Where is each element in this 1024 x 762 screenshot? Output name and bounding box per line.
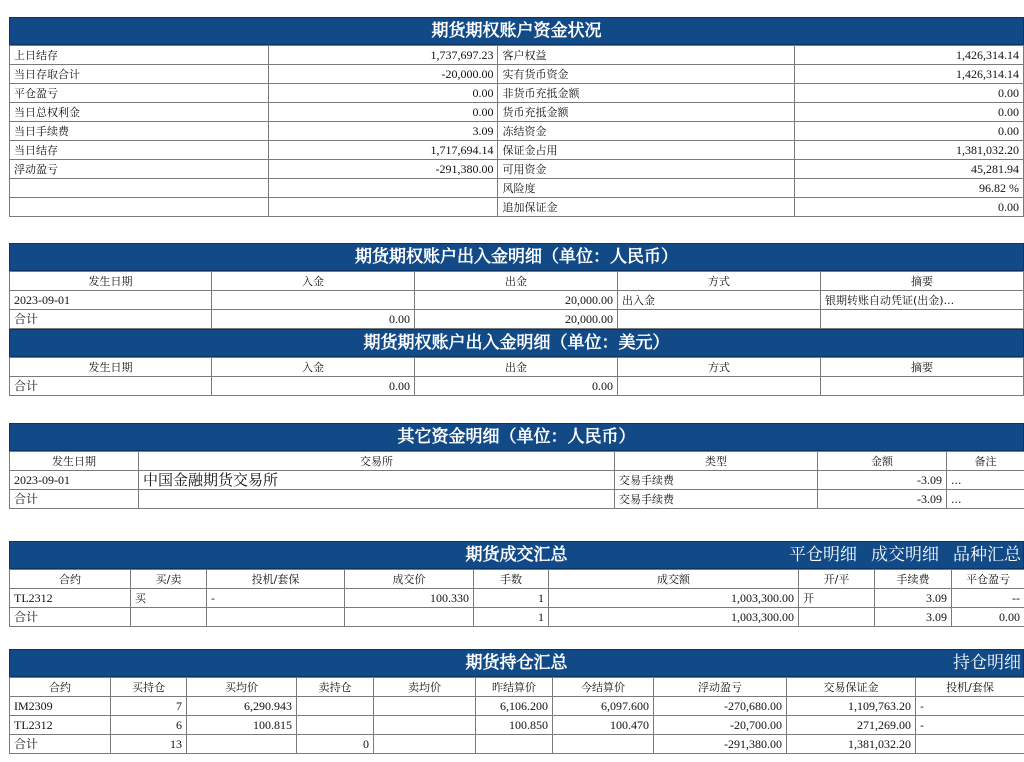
item-label: 非货币充抵金额 xyxy=(498,84,794,103)
item-value: 3.09 xyxy=(269,122,498,141)
open-close-cell: 开 xyxy=(799,589,875,608)
other-funds-title: 其它资金明细（单位：人民币） xyxy=(9,423,1024,451)
fee-cell: 3.09 xyxy=(875,589,952,608)
contract-cell: IM2309 xyxy=(10,697,111,716)
column-header: 入金 xyxy=(212,358,415,377)
usd-flow-table xyxy=(9,357,1024,396)
column-header: 入金 xyxy=(212,272,415,291)
column-header: 合约 xyxy=(10,678,111,697)
sell-avg-cell xyxy=(374,735,476,754)
column-header: 浮动盈亏 xyxy=(654,678,787,697)
item-label: 上日结存 xyxy=(10,46,269,65)
trades-links xyxy=(775,542,1021,568)
table-row xyxy=(10,103,1024,122)
table-row xyxy=(10,141,1024,160)
item-label: 保证金占用 xyxy=(498,141,794,160)
column-header: 方式 xyxy=(618,358,821,377)
column-header: 发生日期 xyxy=(10,452,139,471)
price-cell xyxy=(345,608,474,627)
buy-avg-cell xyxy=(187,735,297,754)
item-label: 追加保证金 xyxy=(498,198,794,217)
column-header: 发生日期 xyxy=(10,358,212,377)
column-header: 交易保证金 xyxy=(787,678,916,697)
column-header: 金额 xyxy=(818,452,947,471)
usd-flow-title: 期货期权账户出入金明细（单位：美元） xyxy=(9,329,1024,357)
header-row xyxy=(10,678,1024,697)
column-header: 开/平 xyxy=(799,570,875,589)
item-value xyxy=(269,198,498,217)
buy-qty-cell: 6 xyxy=(111,716,187,735)
other-funds-table xyxy=(9,451,1024,509)
margin-cell: 1,381,032.20 xyxy=(787,735,916,754)
deposit-cell xyxy=(212,291,415,310)
table-row xyxy=(10,608,1024,627)
column-header: 卖持仓 xyxy=(297,678,374,697)
withdraw-cell: 0.00 xyxy=(415,377,618,396)
table-row xyxy=(10,589,1024,608)
note-cell: ... xyxy=(947,490,1024,509)
table-row xyxy=(10,310,1024,329)
pnl-cell: 0.00 xyxy=(952,608,1024,627)
column-header: 昨结算价 xyxy=(476,678,553,697)
table-row xyxy=(10,65,1024,84)
item-label: 当日存取合计 xyxy=(10,65,269,84)
hedge-cell: - xyxy=(207,589,345,608)
column-header: 发生日期 xyxy=(10,272,212,291)
sell-avg-cell xyxy=(374,697,476,716)
table-row xyxy=(10,122,1024,141)
sell-avg-cell xyxy=(374,716,476,735)
withdraw-cell: 20,000.00 xyxy=(415,310,618,329)
date-cell: 合计 xyxy=(10,310,212,329)
buy-avg-cell: 100.815 xyxy=(187,716,297,735)
float-pnl-cell: -20,700.00 xyxy=(654,716,787,735)
method-cell xyxy=(618,310,821,329)
column-header: 备注 xyxy=(947,452,1024,471)
item-value: 0.00 xyxy=(794,198,1023,217)
column-header: 摘要 xyxy=(821,358,1024,377)
hedge-cell xyxy=(916,735,1024,754)
trades-table xyxy=(9,569,1024,627)
column-header: 交易所 xyxy=(139,452,615,471)
item-label: 平仓盈亏 xyxy=(10,84,269,103)
side-cell: 买 xyxy=(131,589,207,608)
item-label: 浮动盈亏 xyxy=(10,160,269,179)
side-cell xyxy=(131,608,207,627)
positions-title-bar xyxy=(9,649,1024,677)
sell-qty-cell xyxy=(297,716,374,735)
column-header: 方式 xyxy=(618,272,821,291)
date-cell: 2023-09-01 xyxy=(10,471,139,490)
item-label: 当日手续费 xyxy=(10,122,269,141)
item-value: 1,737,697.23 xyxy=(269,46,498,65)
item-value: 1,381,032.20 xyxy=(794,141,1023,160)
column-header: 买/卖 xyxy=(131,570,207,589)
column-header: 手数 xyxy=(474,570,549,589)
positions-title: 期货持仓汇总 xyxy=(465,653,568,673)
contract-cell: TL2312 xyxy=(10,716,111,735)
table-row xyxy=(10,735,1024,754)
item-label: 当日结存 xyxy=(10,141,269,160)
column-header: 类型 xyxy=(615,452,818,471)
table-row xyxy=(10,471,1024,490)
note-cell: ... xyxy=(947,471,1024,490)
other-funds-section xyxy=(9,423,1024,509)
settle-cell: 6,097.600 xyxy=(553,697,654,716)
date-cell: 合计 xyxy=(10,377,212,396)
column-header: 摘要 xyxy=(821,272,1024,291)
account-summary-title: 期货期权账户资金状况 xyxy=(9,17,1024,45)
column-header: 出金 xyxy=(415,272,618,291)
positions-links xyxy=(939,650,1021,676)
method-cell xyxy=(618,377,821,396)
item-value: 1,426,314.14 xyxy=(794,46,1023,65)
hedge-cell xyxy=(207,608,345,627)
item-value xyxy=(269,179,498,198)
cny-flow-table xyxy=(9,271,1024,329)
item-label: 可用资金 xyxy=(498,160,794,179)
column-header: 卖均价 xyxy=(374,678,476,697)
contract-cell: 合计 xyxy=(10,608,131,627)
table-row xyxy=(10,160,1024,179)
column-header: 买均价 xyxy=(187,678,297,697)
contract-cell: TL2312 xyxy=(10,589,131,608)
item-label: 当日总权利金 xyxy=(10,103,269,122)
float-pnl-cell: -270,680.00 xyxy=(654,697,787,716)
memo-cell xyxy=(821,377,1024,396)
table-row xyxy=(10,46,1024,65)
amount-cell: 1,003,300.00 xyxy=(549,608,799,627)
prev-settle-cell xyxy=(476,735,553,754)
date-cell: 2023-09-01 xyxy=(10,291,212,310)
margin-cell: 271,269.00 xyxy=(787,716,916,735)
item-label: 货币充抵金额 xyxy=(498,103,794,122)
price-cell: 100.330 xyxy=(345,589,474,608)
item-value: 1,717,694.14 xyxy=(269,141,498,160)
account-summary-section xyxy=(9,17,1024,217)
header-row xyxy=(10,570,1024,589)
type-cell: 交易手续费 xyxy=(615,490,818,509)
table-row xyxy=(10,716,1024,735)
pnl-cell: -- xyxy=(952,589,1024,608)
table-row xyxy=(10,377,1024,396)
table-row xyxy=(10,84,1024,103)
date-cell: 合计 xyxy=(10,490,139,509)
section-link[interactable]: 平仓明细 xyxy=(789,545,857,565)
item-label xyxy=(10,198,269,217)
withdraw-cell: 20,000.00 xyxy=(415,291,618,310)
header-row xyxy=(10,452,1024,471)
item-value: 96.82 % xyxy=(794,179,1023,198)
column-header: 平仓盈亏 xyxy=(952,570,1024,589)
trades-title: 期货成交汇总 xyxy=(465,545,568,565)
qty-cell: 1 xyxy=(474,589,549,608)
contract-cell: 合计 xyxy=(10,735,111,754)
item-label: 实有货币资金 xyxy=(498,65,794,84)
item-label xyxy=(10,179,269,198)
deposit-cell: 0.00 xyxy=(212,377,415,396)
section-link[interactable]: 品种汇总 xyxy=(953,545,1021,565)
type-cell: 交易手续费 xyxy=(615,471,818,490)
column-header: 手续费 xyxy=(875,570,952,589)
item-value: 0.00 xyxy=(269,84,498,103)
item-label: 风险度 xyxy=(498,179,794,198)
item-value: 45,281.94 xyxy=(794,160,1023,179)
item-value: 0.00 xyxy=(794,84,1023,103)
table-row xyxy=(10,291,1024,310)
amount-cell: -3.09 xyxy=(818,471,947,490)
buy-qty-cell: 7 xyxy=(111,697,187,716)
qty-cell: 1 xyxy=(474,608,549,627)
header-row xyxy=(10,358,1024,377)
buy-qty-cell: 13 xyxy=(111,735,187,754)
cny-flow-title: 期货期权账户出入金明细（单位：人民币） xyxy=(9,243,1024,271)
column-header: 买持仓 xyxy=(111,678,187,697)
table-row xyxy=(10,179,1024,198)
item-value: -20,000.00 xyxy=(269,65,498,84)
column-header: 投机/套保 xyxy=(207,570,345,589)
prev-settle-cell: 6,106.200 xyxy=(476,697,553,716)
memo-cell: 银期转账自动凭证(出金)... xyxy=(821,291,1024,310)
trades-title-bar xyxy=(9,541,1024,569)
item-label: 客户权益 xyxy=(498,46,794,65)
column-header: 出金 xyxy=(415,358,618,377)
exchange-cell: 中国金融期货交易所 xyxy=(139,471,615,490)
item-value: 0.00 xyxy=(794,122,1023,141)
account-summary-table xyxy=(9,45,1024,217)
item-value: 1,426,314.14 xyxy=(794,65,1023,84)
table-row xyxy=(10,490,1024,509)
prev-settle-cell: 100.850 xyxy=(476,716,553,735)
column-header: 成交额 xyxy=(549,570,799,589)
open-close-cell xyxy=(799,608,875,627)
column-header: 投机/套保 xyxy=(916,678,1024,697)
sell-qty-cell xyxy=(297,697,374,716)
settle-cell: 100.470 xyxy=(553,716,654,735)
hedge-cell: - xyxy=(916,697,1024,716)
item-value: 0.00 xyxy=(794,103,1023,122)
positions-table xyxy=(9,677,1024,754)
deposit-cell: 0.00 xyxy=(212,310,415,329)
sell-qty-cell: 0 xyxy=(297,735,374,754)
header-row xyxy=(10,272,1024,291)
column-header: 成交价 xyxy=(345,570,474,589)
table-row xyxy=(10,697,1024,716)
hedge-cell: - xyxy=(916,716,1024,735)
exchange-cell xyxy=(139,490,615,509)
positions-section xyxy=(9,649,1024,754)
method-cell: 出入金 xyxy=(618,291,821,310)
table-row xyxy=(10,198,1024,217)
fee-cell: 3.09 xyxy=(875,608,952,627)
margin-cell: 1,109,763.20 xyxy=(787,697,916,716)
column-header: 今结算价 xyxy=(553,678,654,697)
amount-cell: 1,003,300.00 xyxy=(549,589,799,608)
amount-cell: -3.09 xyxy=(818,490,947,509)
memo-cell xyxy=(821,310,1024,329)
item-value: 0.00 xyxy=(269,103,498,122)
buy-avg-cell: 6,290.943 xyxy=(187,697,297,716)
item-label: 冻结资金 xyxy=(498,122,794,141)
float-pnl-cell: -291,380.00 xyxy=(654,735,787,754)
settle-cell xyxy=(553,735,654,754)
section-link[interactable]: 持仓明细 xyxy=(953,653,1021,673)
trades-section xyxy=(9,541,1024,627)
cny-flow-section xyxy=(9,243,1024,396)
section-link[interactable]: 成交明细 xyxy=(871,545,939,565)
column-header: 合约 xyxy=(10,570,131,589)
item-value: -291,380.00 xyxy=(269,160,498,179)
